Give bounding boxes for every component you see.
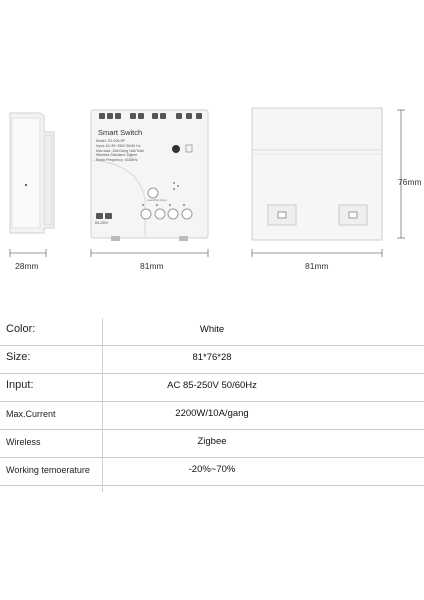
spec-value-text: Zigbee (197, 436, 227, 447)
spec-label: Wireless (6, 437, 41, 447)
device-label-line: Input: AC 85~250V 50/60 Hz (96, 143, 141, 148)
product-drawings (0, 0, 424, 290)
spec-row-max-current (0, 402, 424, 430)
spec-row-input (0, 374, 424, 402)
spec-label: Working temoerature (6, 465, 90, 475)
spec-value-text: 2200W/10A/gang (175, 408, 249, 419)
spec-row-size (0, 346, 424, 374)
spec-value-text: -20%~70% (188, 464, 236, 475)
height-label: 76mm (398, 177, 422, 187)
learn-label: Learn/Pair button (147, 199, 167, 202)
spec-value-text: AC 85-250V 50/60Hz (167, 380, 257, 391)
spec-row-temperature (0, 458, 424, 486)
spec-label: Color: (6, 323, 36, 335)
device-title: Smart Switch (98, 128, 143, 137)
spec-label: Size: (6, 351, 31, 363)
device-label-line: Max.load: 10A/Gang 16A/Total (96, 148, 144, 153)
voltage-note: 85-250V (95, 221, 109, 225)
device-label-line: Radio Frequency: 433MHz (96, 158, 138, 163)
back-width-label: 81mm (305, 261, 329, 271)
device-label-line: Wireless Standard: Zigbee (96, 153, 138, 158)
spec-value-text: 81*76*28 (192, 352, 232, 363)
spec-row-wireless (0, 430, 424, 458)
spec-row-color (0, 318, 424, 346)
device-label-block (96, 139, 166, 163)
back-view (252, 108, 382, 240)
spec-label: Max.Current (6, 409, 56, 419)
device-label-line: Model: ZG-005-RF (96, 139, 126, 143)
side-view (10, 113, 54, 233)
spec-label: Input: (6, 379, 34, 391)
side-width-label: 28mm (15, 261, 39, 271)
spec-value-text: White (199, 324, 225, 335)
row-divider (0, 485, 424, 486)
column-divider (102, 318, 103, 492)
front-width-label: 81mm (140, 261, 164, 271)
